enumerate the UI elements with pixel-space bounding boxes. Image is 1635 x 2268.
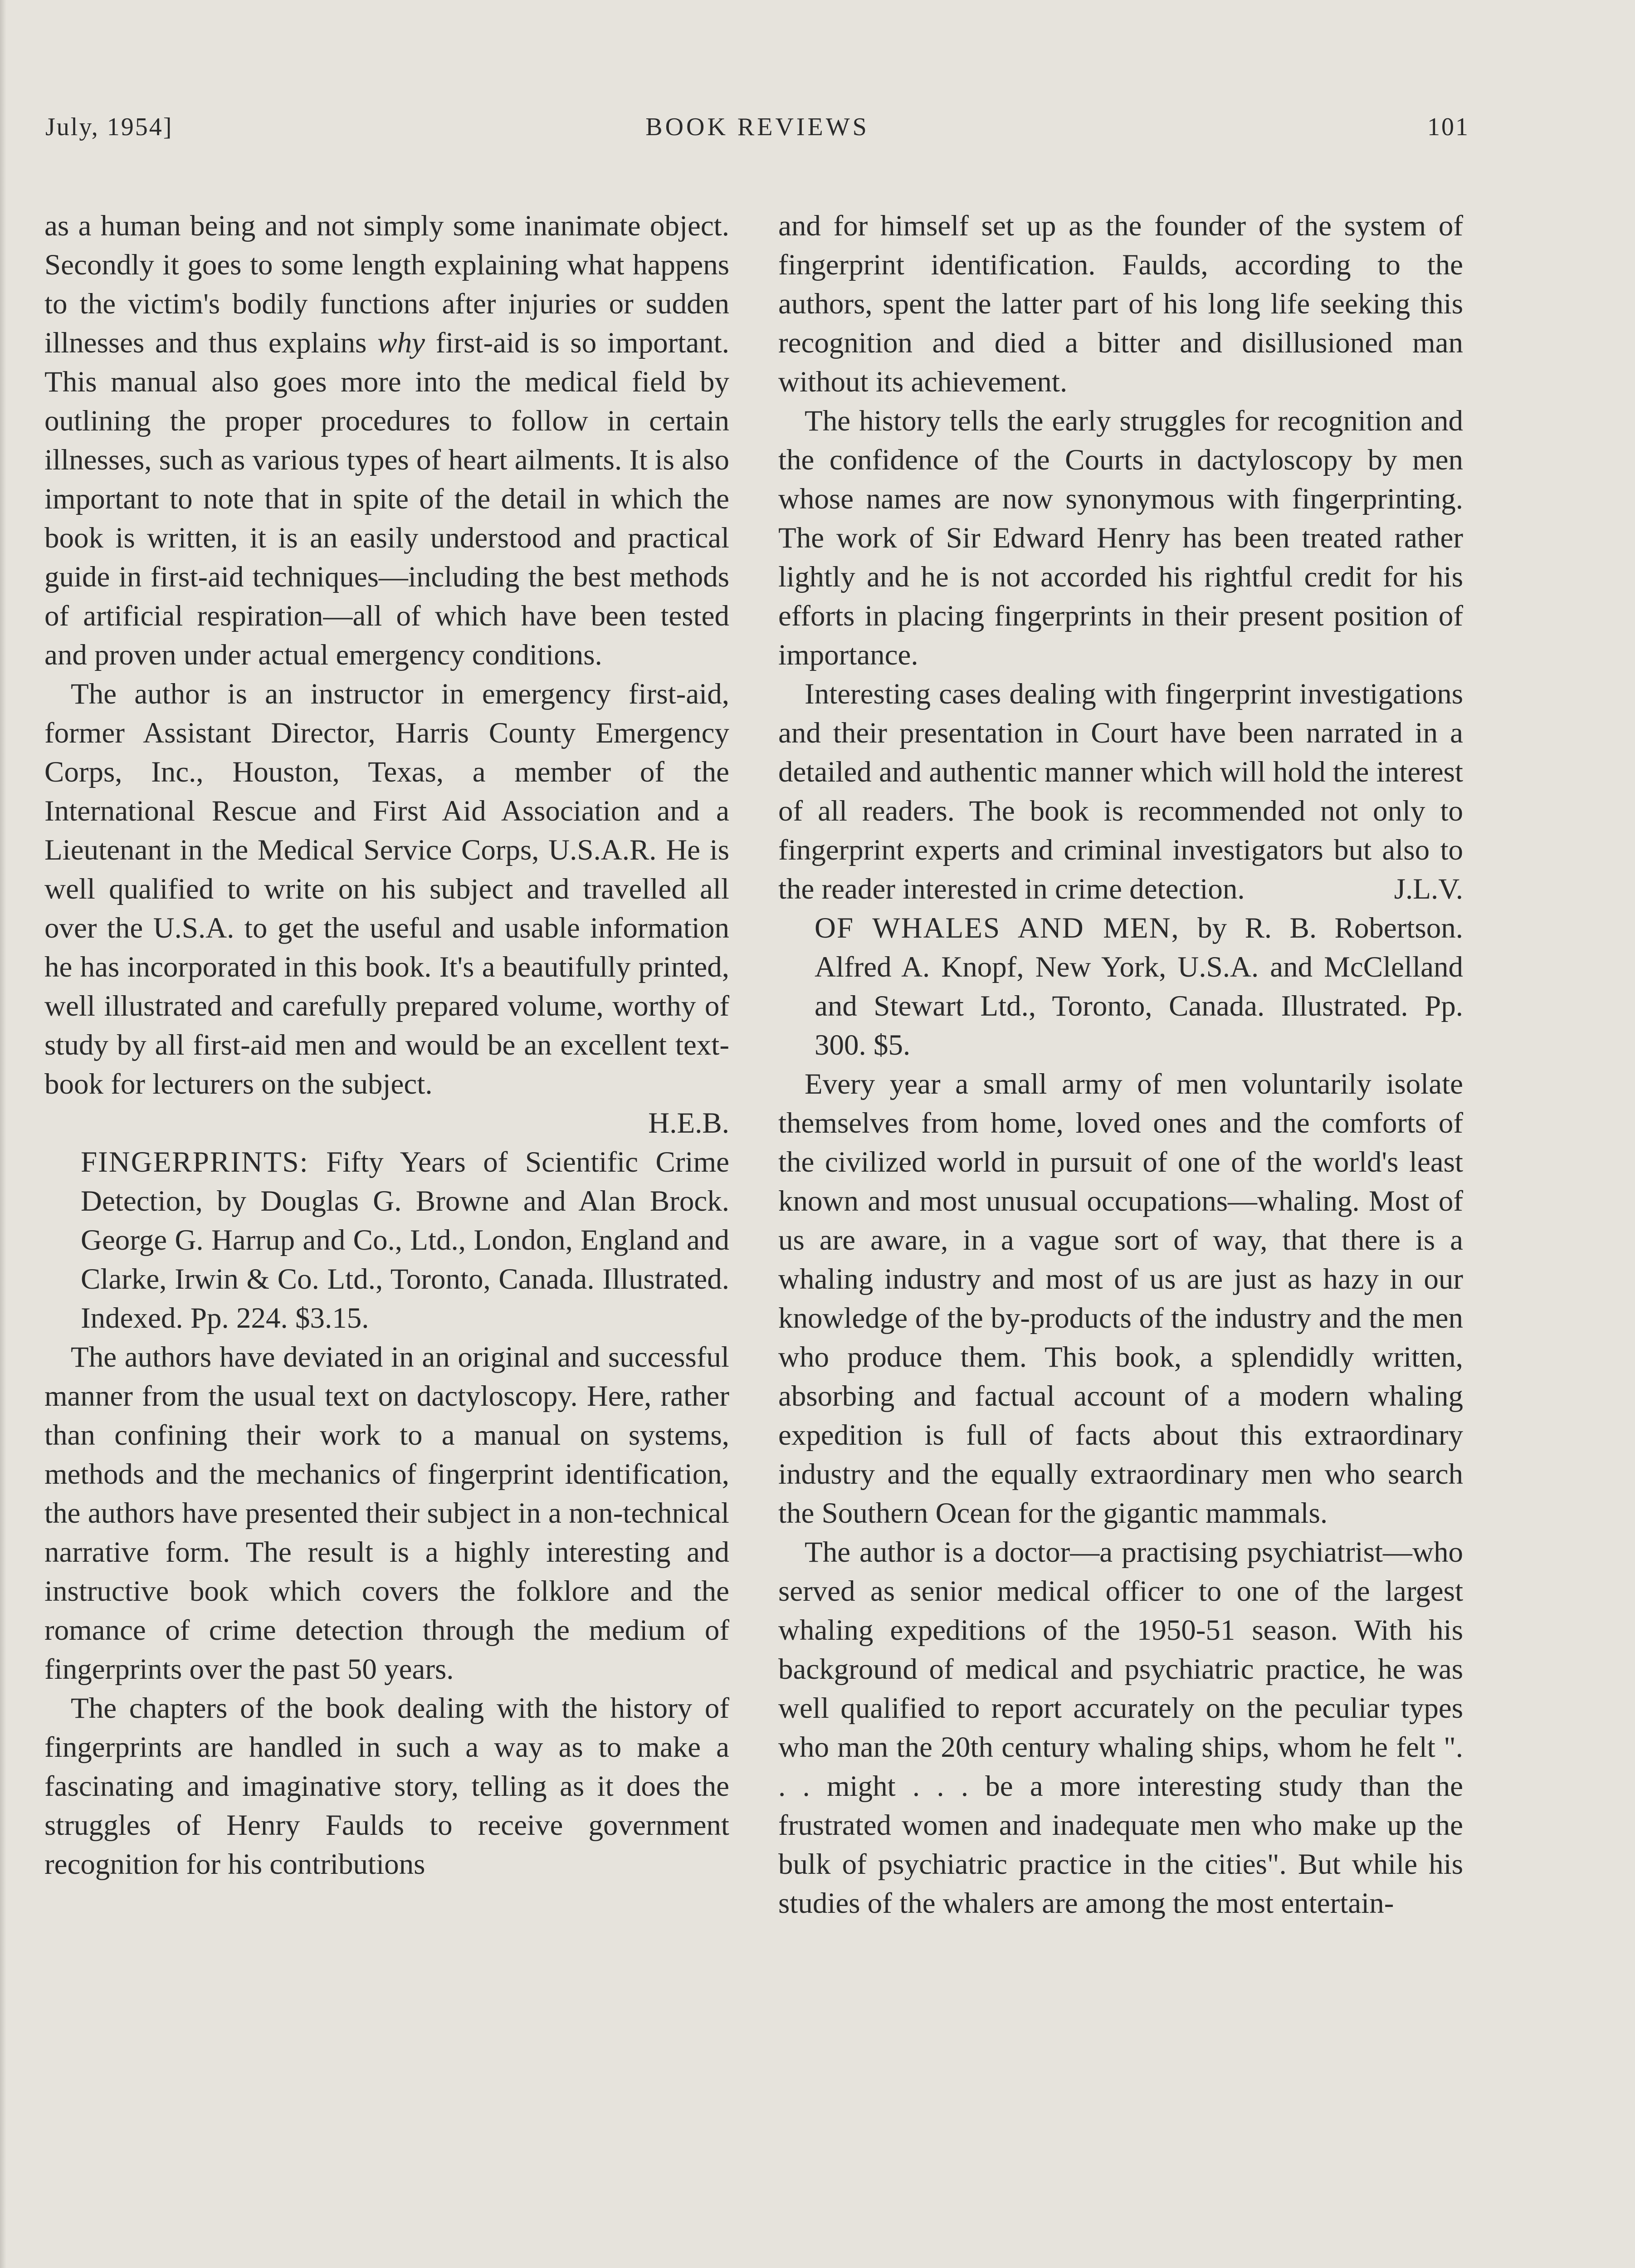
running-header [45, 112, 1469, 149]
review-text: Interesting cases dealing with fingerprint investigations and their presentation in Court have been narrated in a detailed and authentic manner which will hold the interest of all readers. The book is recommended not only to fingerprint experts and criminal investigators but also to the reader interested in crime detection. [778, 678, 1463, 905]
emphasis-text: why [377, 327, 425, 359]
review-paragraph: The history tells the early struggles for recognition and the confidence of the Courts in dactyloscopy by men whose names are now synonymous with fingerprinting. The work of Sir Edward Henry has been treated rather lightly and he is not accorded his rightful credit for his efforts in placing fingerprints in their present position of importance. [778, 405, 1463, 671]
book-details: Fifty Years of Scientific Crime Detection, by Douglas G. Browne and Alan Brock. George G. Harrup and Co., Ltd., London, England and Clarke, Irwin & Co. Ltd., Toronto, Canada. Illustrated. Indexed. Pp. 224. $3.15. [81, 1146, 729, 1334]
book-title: FINGERPRINTS: [81, 1146, 309, 1178]
review-text: as a human being and not simply some inanimate object. Secondly it goes to some length explaining what happens to the victim's bodily functions after injuries or sudden illnesses and thus explains [44, 210, 729, 359]
review-paragraph: and for himself set up as the founder of the system of fingerprint identification. Faulds, according to the authors, spent the latter part of his long life seeking this recognition and died a bitter and disillusioned man without its achievement. [778, 210, 1463, 398]
header-section-title: BOOK REVIEWS [645, 113, 869, 141]
review-paragraph: The chapters of the book dealing with the history of fingerprints are handled in such a way as to make a fascinating and imaginative story, telling as it does the struggles of Henry Faulds to receive government recognition for his contributions [44, 1692, 729, 1881]
reviewer-initials: H.E.B. [648, 1107, 729, 1139]
reviewer-initials: J.L.V. [1394, 873, 1463, 905]
book-details: by R. B. Robertson. Alfred A. Knopf, New York, U.S.A. and McClelland and Stewart Ltd., Toronto, Canada. Illustrated. Pp. 300. $5. [815, 912, 1463, 1061]
page-number: 101 [1427, 113, 1469, 141]
header-date: July, 1954] [45, 113, 173, 141]
review-paragraph [44, 206, 729, 675]
review-paragraph: The author is a doctor—a practising psychiatrist—who served as senior medical officer to one of the largest whaling expeditions of the 1950-51 season. With his background of medical and psychiatric practice, he was well qualified to report accurately on the peculiar types who man the 20th century whaling ships, whom he felt ". . . might . . . be a more interesting study than the frustrated women and inadequate men who make up the bulk of psychiatric practice in the cities". But while his studies of the whalers are among the most entertain- [778, 1536, 1463, 1920]
review-text: first-aid is so important. This manual also goes more into the medical field by outlining the proper procedures to follow in certain illnesses, such as various types of heart ailments. It is also important to note that in spite of the detail in which the book is written, it is an easily understood and practical guide in first-aid techniques—including the best methods of artificial respiration—all of which have been tested and proven under actual emergency conditions. [44, 327, 729, 671]
page-edge-shadow [0, 0, 6, 2268]
book-citation-fingerprints [44, 1143, 729, 1338]
left-column [44, 206, 729, 1884]
book-title: OF WHALES AND MEN, [815, 912, 1180, 944]
review-paragraph [778, 675, 1463, 909]
right-column [778, 206, 1463, 1923]
review-paragraph: The author is an instructor in emergency first-aid, former Assistant Director, Harris County Emergency Corps, Inc., Houston, Texas, a member of the International Rescue and First Aid Association and a Lieutenant in the Medical Service Corps, U.S.A.R. He is well qualified to write on his subject and travelled all over the U.S.A. to get the useful and usable information he has incorporated in this book. It's a beautifully printed, well illustrated and carefully prepared volume, worthy of study by all first-aid men and would be an excellent text-book for lecturers on the subject. [44, 678, 729, 1100]
review-paragraph: The authors have deviated in an original and successful manner from the usual text on dactyloscopy. Here, rather than confining their work to a manual on systems, methods and the mechanics of fingerprint identification, the authors have presented their subject in a non-technical narrative form. The result is a highly interesting and instructive book which covers the folklore and the romance of crime detection through the medium of fingerprints over the past 50 years. [44, 1341, 729, 1686]
review-paragraph: Every year a small army of men voluntarily isolate themselves from home, loved ones and the comforts of the civilized world in pursuit of one of the world's least known and most unusual occupations—whaling. Most of us are aware, in a vague sort of way, that there is a whaling industry and most of us are just as hazy in our knowledge of the by-products of the industry and the men who produce them. This book, a splendidly written, absorbing and factual account of a modern whaling expedition is full of facts about this extraordinary industry and the equally extraordinary men who search the Southern Ocean for the gigantic mammals. [778, 1068, 1463, 1530]
book-citation-whales [778, 909, 1463, 1065]
